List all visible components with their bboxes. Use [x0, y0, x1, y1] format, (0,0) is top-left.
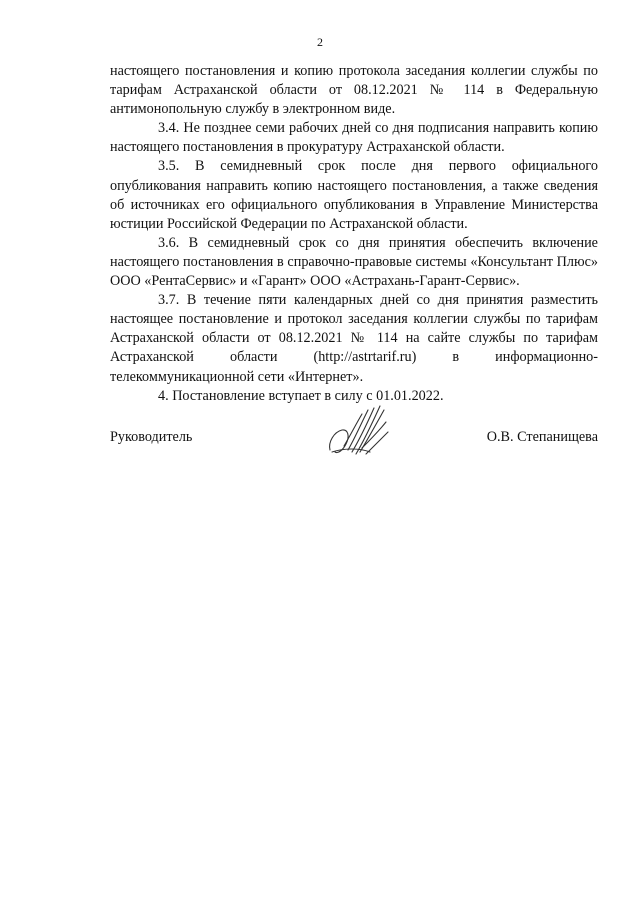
paragraph-4: 4. Постановление вступает в силу с 01.01.2022.: [158, 387, 444, 404]
document-body: [110, 62, 598, 406]
paragraph-continuation: настоящего постановления и копию протокола заседания коллегии службы по тарифам Астраханской области от 08.12.2021 № 114 в Федеральную антимонопольную службу в электронном виде.: [110, 63, 598, 118]
paragraph-3-6: 3.6. В семидневный срок со дня принятия обеспечить включение настоящего постановления в справочно-правовые системы «Консультант Плюс» ООО «РентаСервис» и «Гарант» ООО «Астрахань-Гарант-Сервис».: [110, 234, 598, 290]
signatory-title: Руководитель: [110, 429, 193, 445]
paragraph-3-7: 3.7. В течение пяти календарных дней со дня принятия разместить настоящее постановление и протокол заседания коллегии службы по тарифам Астраханской области от 08.12.2021 № 114 на сайте службы по тарифам Астраханской области (http://astrtarif.ru) в информационно-телекоммуникационной сети «Интернет».: [110, 292, 598, 385]
paragraph-3-4: 3.4. Не позднее семи рабочих дней со дня подписания направить копию настоящего постановления в прокуратуру Астраханской области.: [110, 120, 598, 156]
signatory-name: О.В. Степанищева: [486, 429, 598, 445]
signature-block: [110, 400, 598, 460]
page-number: 2: [317, 35, 323, 49]
handwritten-signature: [326, 402, 406, 460]
paragraph-3-5: 3.5. В семидневный срок после дня первого официального опубликования направить копию настоящего постановления, а также сведения об источниках его официального опубликования в Управление Министерства юстиции Российской Федерации по Астраханской области.: [110, 158, 598, 232]
